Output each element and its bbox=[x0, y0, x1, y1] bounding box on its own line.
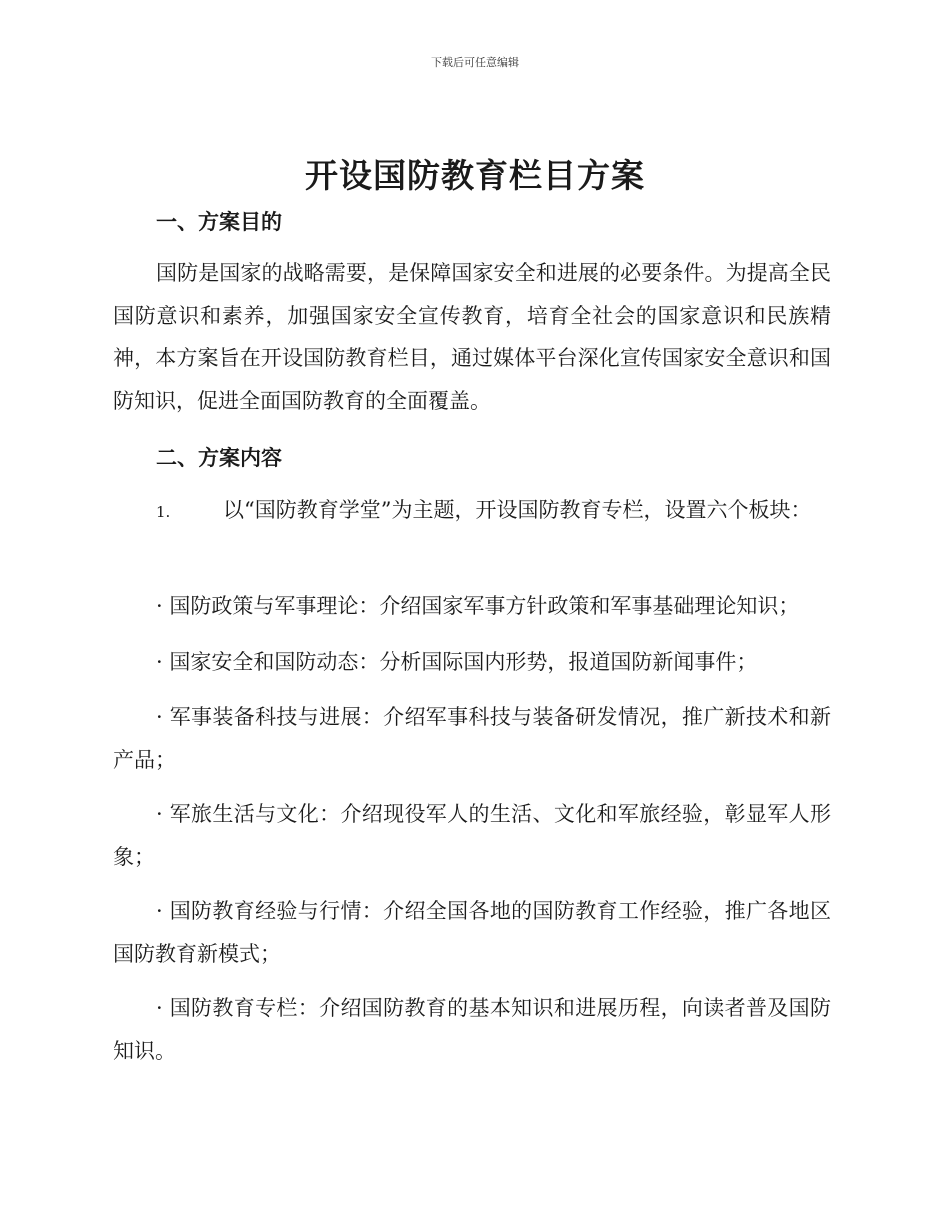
list-item-1 bbox=[113, 489, 831, 534]
list-item-number: 1. bbox=[156, 503, 171, 521]
section-heading-purpose: 一、方案目的 bbox=[156, 210, 282, 234]
bullet-item: · 军旅生活与文化：介绍现役军人的生活、文化和军旅经验，彰显军人形象； bbox=[113, 802, 831, 869]
bullet-item: · 国防政策与军事理论：介绍国家军事方针政策和军事基础理论知识； bbox=[156, 594, 800, 618]
section-heading-content: 二、方案内容 bbox=[156, 446, 282, 470]
document-title: 开设国防教育栏目方案 bbox=[305, 156, 645, 195]
bullet-item: · 国家安全和国防动态：分析国际国内形势，报道国防新闻事件； bbox=[156, 650, 758, 674]
bullet-item: · 军事装备科技与进展：介绍军事科技与装备研发情况，推广新技术和新产品； bbox=[113, 705, 831, 772]
bullet-item: · 国防教育专栏：介绍国防教育的基本知识和进展历程，向读者普及国防知识。 bbox=[113, 996, 831, 1063]
page-header-note: 下载后可任意编辑 bbox=[431, 56, 519, 69]
list-item-text: 以“国防教育学堂”为主题，开设国防教育专栏，设置六个板块： bbox=[223, 498, 812, 522]
purpose-paragraph: 国防是国家的战略需要，是保障国家安全和进展的必要条件。为提高全民国防意识和素养，加强国家安全宣传教育，培育全社会的国家意识和民族精神，本方案旨在开设国防教育栏目，通过媒体平台深化宣传国家安全意识和国防知识，促进全面国防教育的全面覆盖。 bbox=[113, 261, 831, 413]
bullet-item: · 国防教育经验与行情：介绍全国各地的国防教育工作经验，推广各地区国防教育新模式； bbox=[113, 899, 831, 966]
